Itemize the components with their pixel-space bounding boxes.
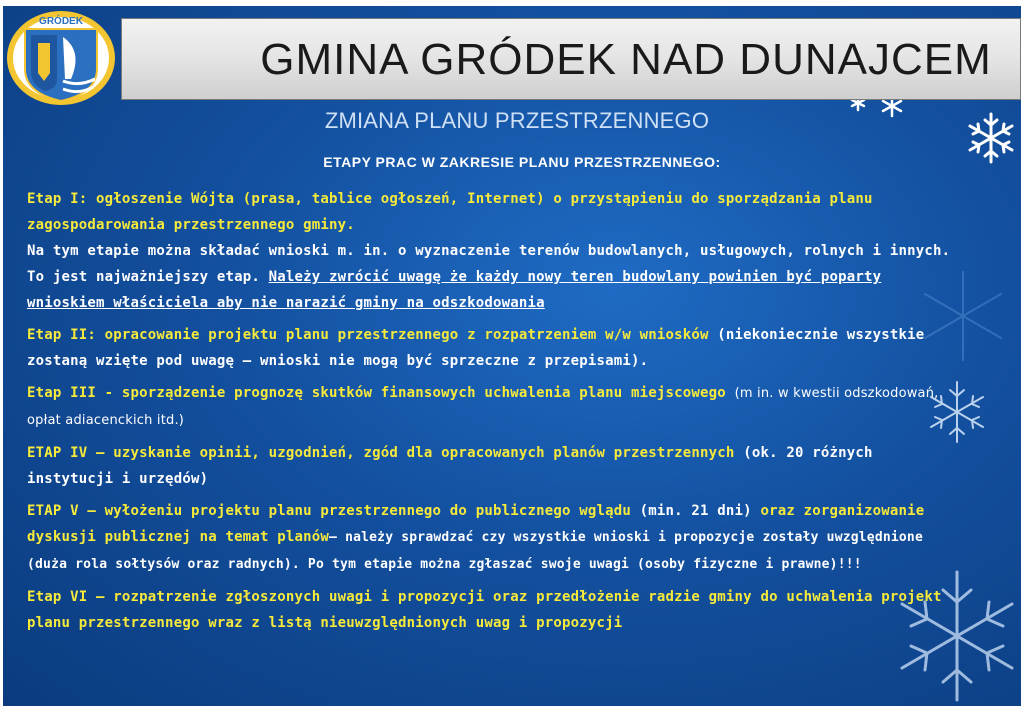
stage-4-desc: (ok. 20 różnych instytucji i urzędów) — [27, 445, 873, 487]
coat-of-arms-logo — [5, 9, 117, 107]
stage-3 — [27, 380, 952, 434]
stage-1 — [27, 186, 952, 316]
stage-6 — [27, 584, 952, 636]
stages-heading: ETAPY PRAC W ZAKRESIE PLANU PRZESTRZENNEGO: — [323, 154, 721, 170]
stage-5-discussion: oraz zorganizowanie dyskusji publicznej na temat planów — [27, 503, 925, 545]
stage-2-desc: (niekoniecznie wszystkie zostaną wzięte pod uwagę – wnioski nie mogą być sprzeczne z przepisami). — [27, 327, 925, 369]
stage-1-title: Etap I: ogłoszenie Wójta (prasa, tablice ogłoszeń, Internet) o przystąpieniu do sporządzania planu zagospodarowania przestrzennego gminy. — [27, 191, 873, 233]
stage-3-title: Etap III - sporządzenie prognozę skutków finansowych uchwalenia planu miejscowego — [27, 385, 735, 401]
stage-1-note: Należy zwrócić uwagę że każdy nowy teren budowlany powinien być poparty wnioskiem właściciela aby nie narazić gminy na odszkodowania — [27, 269, 882, 311]
stage-6-title: Etap VI – rozpatrzenie zgłoszonych uwagi i propozycji oraz przedłożenie radzie gminy do uchwalenia projekt planu przestrzennego wraz z listą nieuwzględnionych uwag i propozycji — [27, 589, 942, 631]
stage-1-desc: Na tym etapie można składać wnioski m. in. o wyznaczenie terenów budowlanych, usługowych, rolnych i innych. To jest najważniejszy etap. — [27, 243, 951, 285]
section-subtitle: ZMIANA PLANU PRZESTRZENNEGO — [324, 108, 710, 133]
stage-5 — [27, 498, 952, 578]
stage-5-desc: – należy sprawdzać czy wszystkie wnioski i propozycje zostały uwzględnione (duża rola sołtysów oraz radnych). Po tym etapie można zgłaszać swoje uwagi (osoby fizyczne i prawne)!!! — [27, 530, 923, 572]
page-title: GMINA GRÓDEK NAD DUNAJCEM — [260, 35, 992, 84]
stage-2-title: Etap II: opracowanie projektu planu przestrzennego z rozpatrzeniem w/w wniosków — [27, 327, 718, 343]
stage-4 — [27, 440, 952, 492]
stage-5-title: ETAP V – wyłożeniu projektu planu przestrzennego do publicznego wglądu — [27, 503, 640, 519]
svg-text:GRÓDEK: GRÓDEK — [39, 16, 83, 27]
stage-3-desc: (m in. w kwestii odszkodowań, opłat adiacenckich itd.) — [27, 386, 939, 428]
stage-2 — [27, 322, 952, 374]
slide-background — [3, 6, 1021, 706]
stage-5-duration: (min. 21 dni) — [639, 503, 761, 519]
svg-text:NAD DUNAJCEM: NAD DUNAJCEM — [41, 31, 81, 37]
stage-4-title: ETAP IV – uzyskanie opinii, uzgodnień, zgód dla opracowanych planów przestrzennych — [27, 445, 744, 461]
stages-content — [27, 186, 952, 642]
